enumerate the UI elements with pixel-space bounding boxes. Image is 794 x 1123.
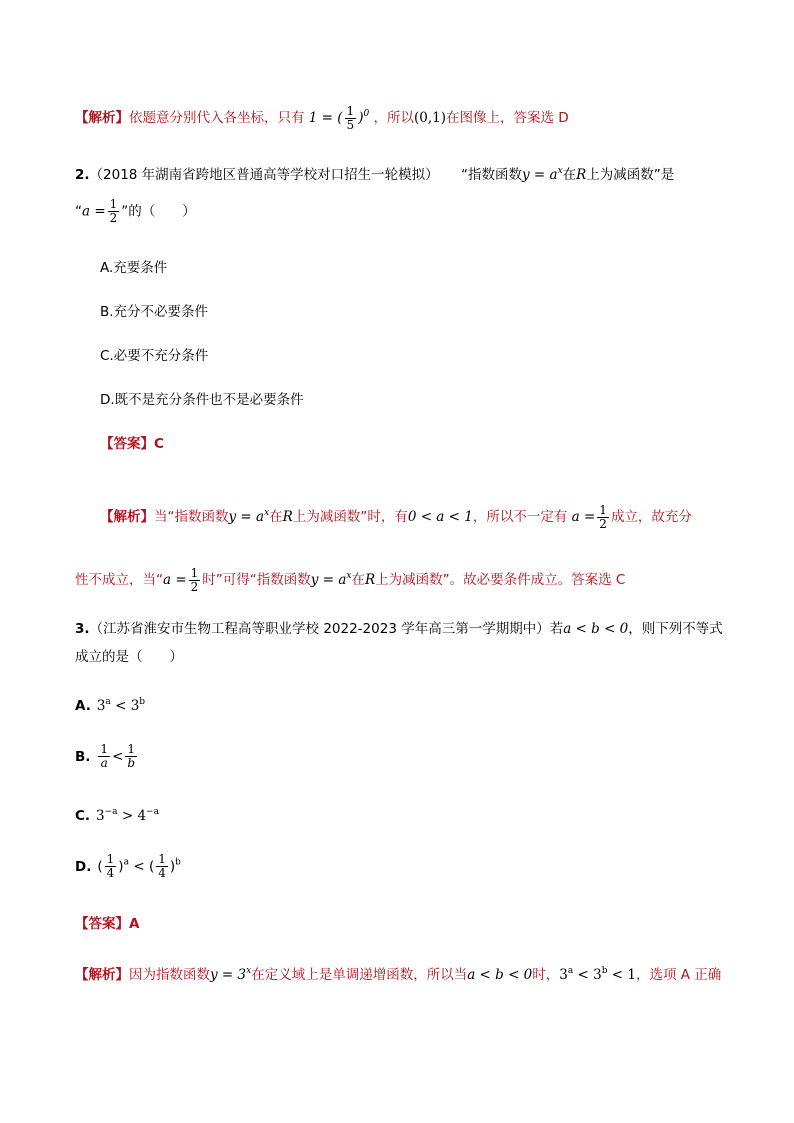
q2-fn: $y = a^x$ <box>521 166 563 183</box>
q1-analysis-text1: 依题意分别代入各坐标，只有 <box>129 110 305 126</box>
q2-stem-line1 <box>75 163 674 183</box>
q3-option-c: C. $3^{-a} > 4^{-a}$ <box>75 807 159 824</box>
analysis-label: 【解析】 <box>75 110 129 126</box>
q3-stem-line1: 3.（江苏省淮安市生物工程高等职业学校 2022-2023 学年高三第一学期期中）若a < b < 0，则下列不等式 <box>75 621 723 637</box>
q2-analysis-line1: 【解析】当“指数函数$y = a^x$在R上为减函数”时，有0 < a < 1，所以不一定有 a = $\frac{1}{2}$ 成立，故充分 <box>100 503 692 531</box>
q3-analysis: 【解析】因为指数函数$y = 3^x$在定义域上是单调递增函数，所以当a < b < 0时，$3^a < 3^b < 1$，选项 A 正确 <box>75 966 722 983</box>
q3-option-a: A. $3^a < 3^b$ <box>75 697 146 714</box>
q2-option-c: C.必要不充分条件 <box>100 348 209 364</box>
q3-stem-line2: 成立的是（ ） <box>75 649 183 665</box>
q2-option-b: B.充分不必要条件 <box>100 304 209 320</box>
q2-stem2: 在 <box>562 167 577 183</box>
q2-option-d: D.既不是充分条件也不是必要条件 <box>100 392 304 408</box>
q2-analysis-line2: 性不成立，当“a = $\frac{1}{2}$ 时”可得“指数函数$y = a^x$在R上为减函数”。故必要条件成立。答案选 C <box>75 566 626 594</box>
q2-source: （2018 年湖南省跨地区普通高等学校对口招生一轮模拟） <box>89 167 439 183</box>
q2-R: R <box>576 167 587 183</box>
q2-stem3: 上为减函数”是 <box>586 167 675 183</box>
q2-answer: 【答案】C <box>100 436 164 452</box>
q3-option-b: B. $\frac{1}{a}$ < $\frac{1}{b}$ <box>75 742 136 770</box>
q2-stem-line2: “a = $\frac{1}{2}$ ”的（ ） <box>75 197 196 225</box>
q2-number: 2. <box>75 167 90 183</box>
q2-stem1: “指数函数 <box>460 167 522 183</box>
q3-answer: 【答案】A <box>75 916 140 932</box>
q1-point: (0,1) <box>414 110 447 126</box>
q1-expression: 1 = ( $\frac{1}{5}$ )$^0$ <box>308 104 370 132</box>
q1-analysis-text2: ，所以 <box>373 110 414 126</box>
q3-option-d: D. ( $\frac{1}{4}$ )$^a$ < ( $\frac{1}{4}$ )$^b$ <box>75 852 181 880</box>
q2-option-a: A.充要条件 <box>100 260 168 276</box>
q1-analysis-text3: 在图像上，答案选 D <box>446 110 569 126</box>
q1-analysis <box>75 105 569 132</box>
